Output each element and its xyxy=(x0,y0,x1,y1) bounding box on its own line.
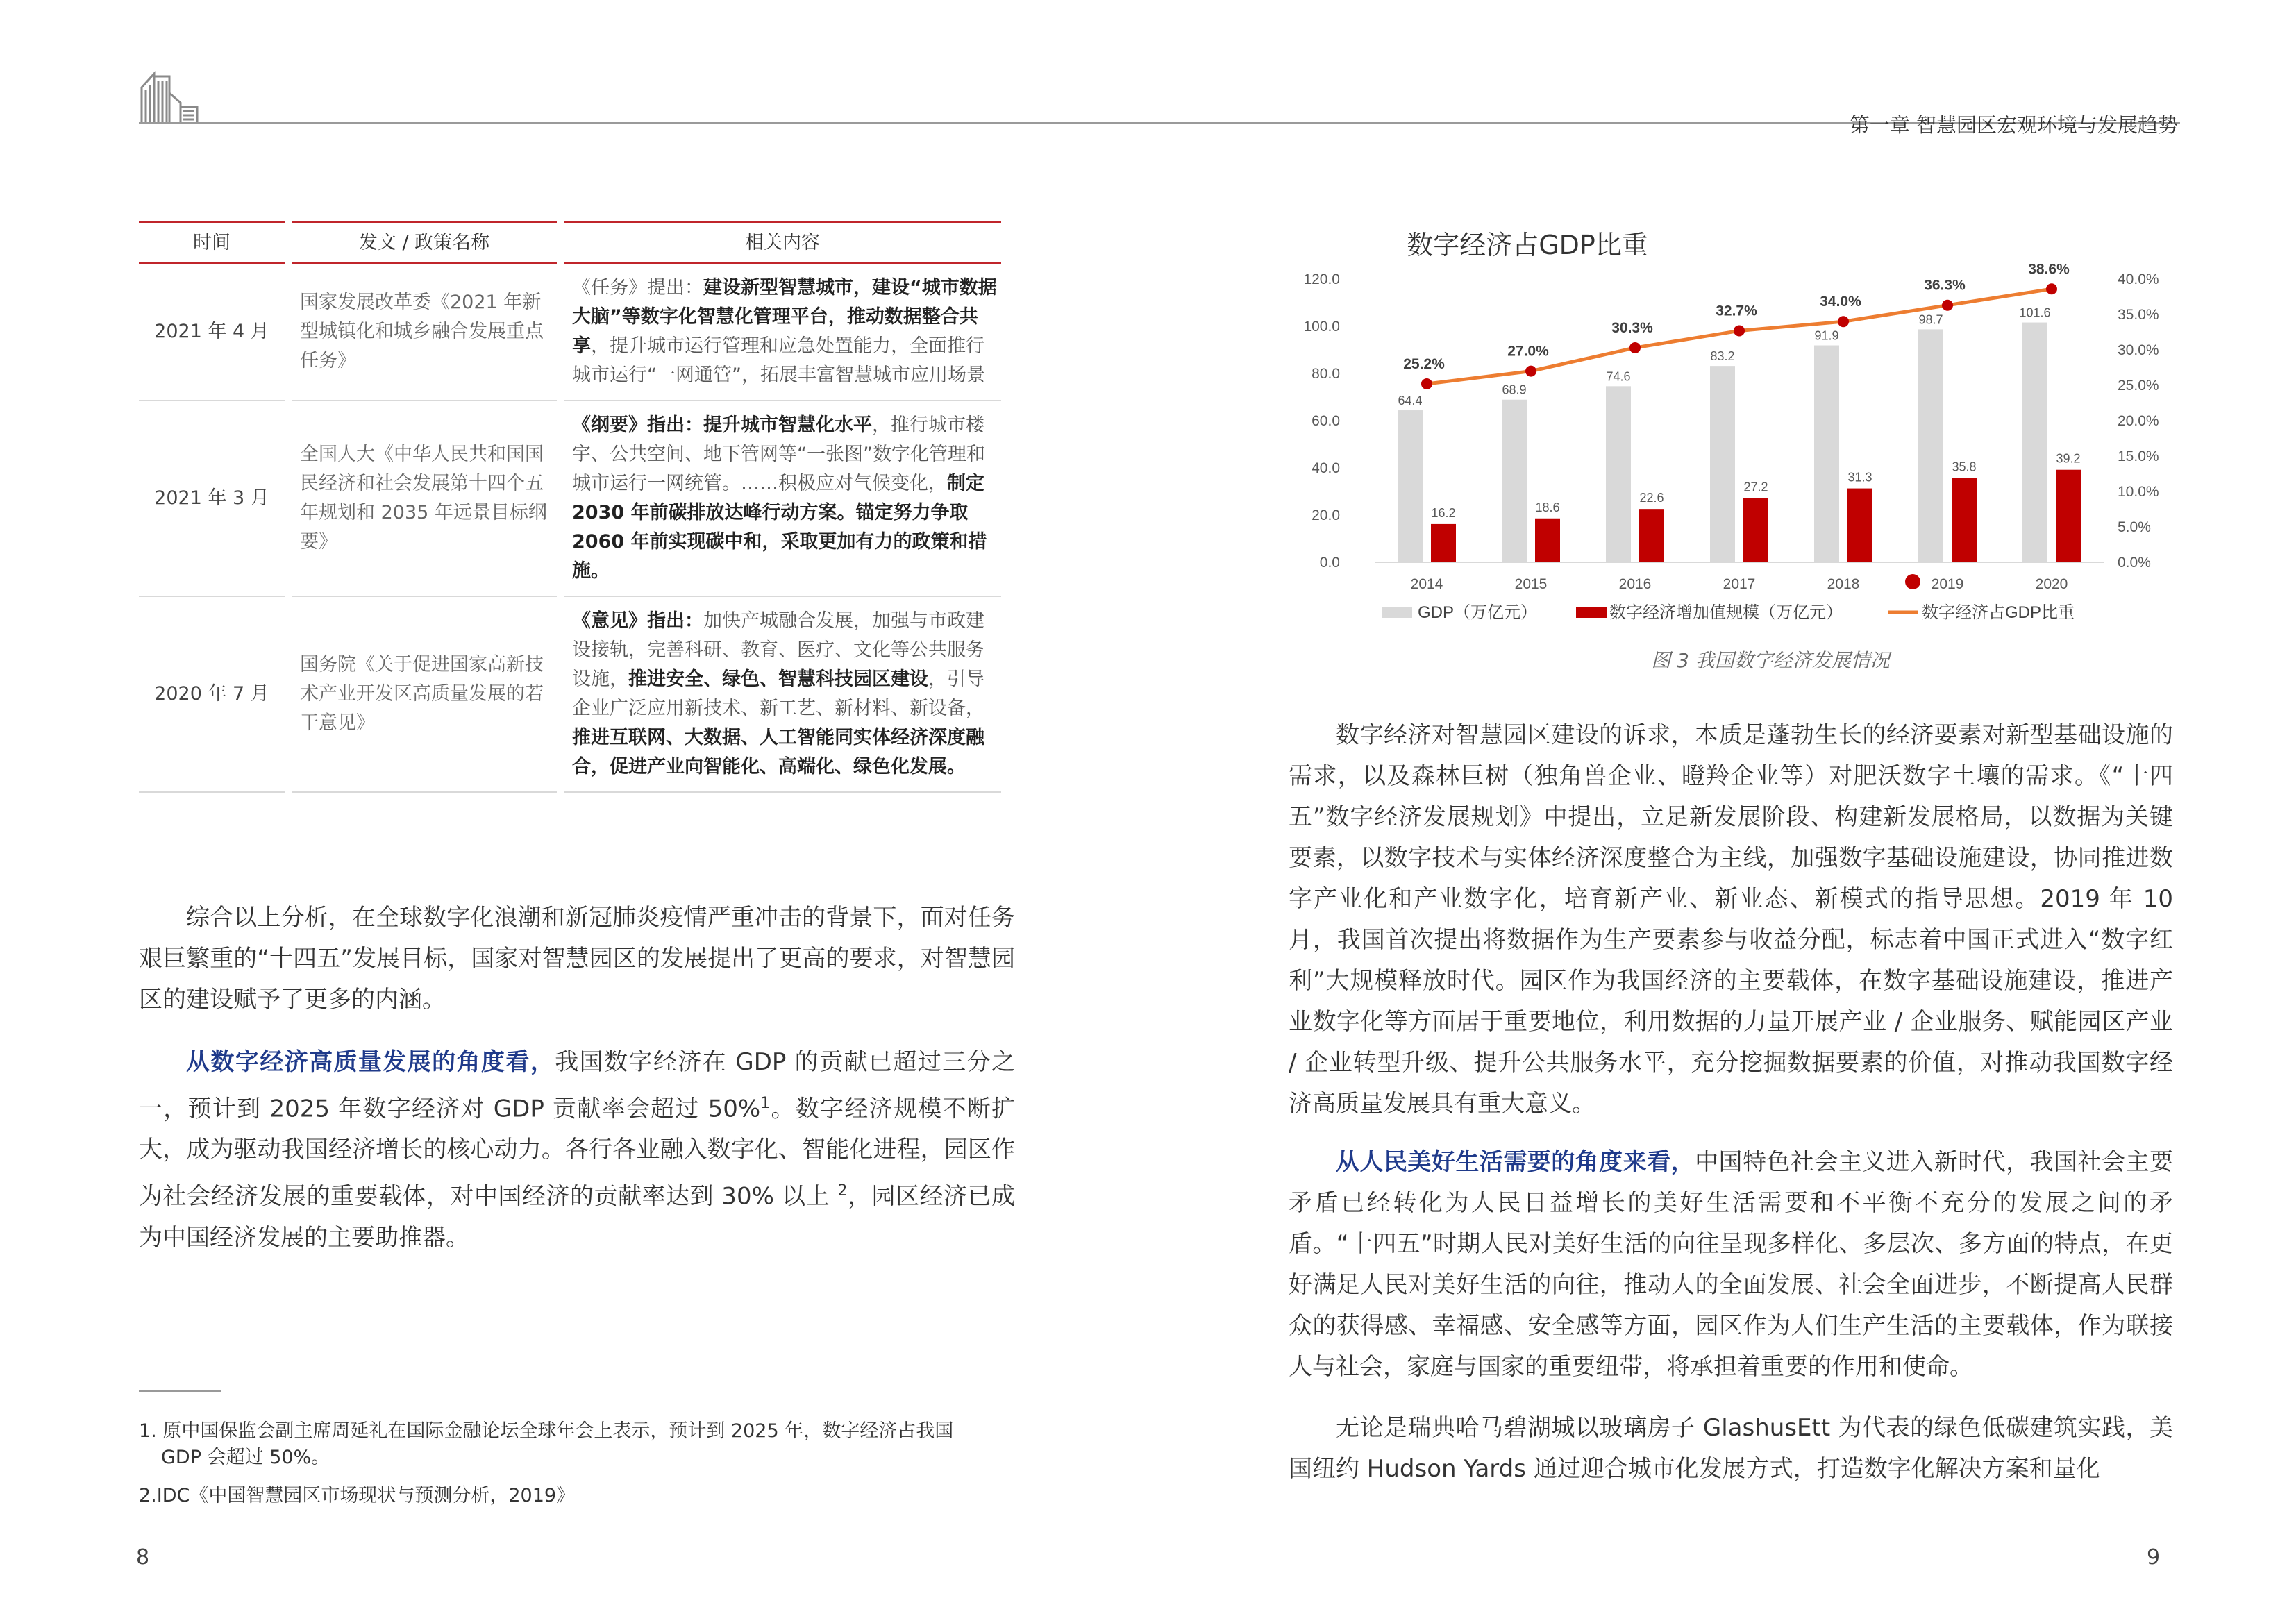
x-tick-label: 2020 xyxy=(2035,576,2068,592)
cell-content xyxy=(564,264,1001,401)
table-body xyxy=(139,264,1001,793)
text: 加快产城融合发展，加强与市政建设接轨，完善科研、教育、医疗、文化等公共服务设施， xyxy=(572,610,984,690)
ratio-data-label: 27.0% xyxy=(1507,343,1549,360)
chapter-title: 第一章 智慧园区宏观环境与发展趋势 xyxy=(1849,113,2178,137)
gdp-digital-economy-chart xyxy=(1284,264,2256,639)
y-left-tick-label: 120.0 xyxy=(1303,271,1340,287)
chart-caption: 图 3 我国数字经济发展情况 xyxy=(1651,649,1890,672)
ratio-data-label: 38.6% xyxy=(2028,264,2070,278)
y-left-tick-label: 60.0 xyxy=(1312,413,1340,429)
digital-economy-bar xyxy=(1743,498,1768,562)
ratio-point xyxy=(1421,378,1432,389)
gdp-bar xyxy=(1502,400,1527,562)
y-right-tick-label: 0.0% xyxy=(2118,555,2151,571)
ratio-data-label: 25.2% xyxy=(1403,355,1445,372)
digital-economy-data-label: 39.2 xyxy=(2056,451,2081,466)
y-right-tick-label: 5.0% xyxy=(2118,519,2151,535)
y-right-tick-label: 15.0% xyxy=(2118,448,2159,464)
cell-policy-name: 国家发展改革委《2021 年新型城镇化和城乡融合发展重点任务》 xyxy=(292,264,557,401)
page-number-right: 9 xyxy=(2147,1545,2161,1570)
examples-paragraph: 无论是瑞典哈马碧湖城以玻璃房子 GlashusEtt 为代表的绿色低碳建筑实践，美国纽约 Hudson Yards 通过迎合城市化发展方式，打造数字化解决方案和量化 xyxy=(1289,1414,2173,1483)
footnote-ref-1[interactable]: 1 xyxy=(760,1095,771,1112)
ratio-point xyxy=(1629,342,1641,353)
chart-title: 数字经济占GDP比重 xyxy=(1407,230,1648,260)
footnote-rule xyxy=(139,1390,221,1392)
ratio-point xyxy=(2046,283,2057,294)
text: 《任务》提出： xyxy=(572,277,703,298)
cell-policy-name: 全国人大《中华人民共和国国民经济和社会发展第十四个五年规划和 2035 年远景目标纲要》 xyxy=(292,401,557,597)
gdp-data-label: 74.6 xyxy=(1606,369,1631,384)
y-left-tick-label: 20.0 xyxy=(1312,507,1340,523)
cell-time: 2020 年 7 月 xyxy=(139,597,285,793)
digital-economy-paragraph xyxy=(139,1042,1015,1259)
gdp-bar xyxy=(2022,323,2047,562)
table-row xyxy=(139,597,1001,793)
ratio-point xyxy=(1838,316,1849,327)
legend-label-gdp: GDP（万亿元） xyxy=(1418,603,1538,622)
lead-phrase: 从数字经济高质量发展的角度看， xyxy=(186,1048,555,1076)
text: ，提升城市运行管理和应急处置能力，全面推行城市运行“一网通管”，拓展丰富智慧城市应用场景 xyxy=(572,335,985,386)
gdp-bar xyxy=(1918,329,1943,562)
analysis-paragraph: 综合以上分析，在全球数字化浪潮和新冠肺炎疫情严重冲击的背景下，面对任务艰巨繁重的“十四五”发展目标，国家对智慧园区的发展提出了更高的要求，对智慧园区的建设赋予了更多的内涵。 xyxy=(139,904,1015,1014)
ratio-data-label: 36.3% xyxy=(1924,277,1966,294)
legend-swatch-digital-economy xyxy=(1576,607,1607,618)
bold-text: 制定 2030 年前碳排放达峰行动方案。锚定努力争取 2060 年前实现碳中和，采取更加有力的政策和措施。 xyxy=(572,473,987,582)
column-header-policy-name: 发文 / 政策名称 xyxy=(292,221,557,264)
text: ，引导企业广泛应用新技术、新工艺、新材料、新设备， xyxy=(572,668,984,719)
gdp-bar xyxy=(1814,346,1839,562)
table-row xyxy=(139,264,1001,401)
cell-time: 2021 年 3 月 xyxy=(139,401,285,597)
digital-economy-demand-paragraph: 数字经济对智慧园区建设的诉求，本质是蓬勃生长的经济要素对新型基础设施的需求，以及森林巨树（独角兽企业、瞪羚企业等）对肥沃数字土壤的需求。《“十四五”数字经济发展规划》中提出，立足新发展阶段、构建新发展格局，以数据为关键要素，以数字技术与实体经济深度整合为主线，加强数字基础设施建设，协同推进数字产业化和产业数字化，培育新产业、新业态、新模式的指导思想。2019 年 10 月，我国首次提出将数据作为生产要素参与收益分配，标志着中国正式进入“数字红利”大规模释放时代。园区作为我国经济的主要载体，在数字基础设施建设，推进产业数字化等方面居于重要地位，利用数据的力量开展产业 / 企业服务、赋能园区产业 / 企业转型升级、提升公共服务水平，充分挖掘数据要素的价值，对推动我国数字经济高质量发展具有重大意义。 xyxy=(1289,721,2173,1118)
gdp-data-label: 83.2 xyxy=(1710,349,1735,364)
y-right-tick-label: 20.0% xyxy=(2118,413,2159,429)
gdp-bar xyxy=(1710,366,1735,562)
policy-table xyxy=(132,221,1008,793)
digital-economy-bar xyxy=(1535,519,1560,562)
text: ，推行城市楼宇、公共空间、地下管网等“一张图”数字化管理和城市运行一网统管。……积极应对气候变化， xyxy=(572,414,985,494)
digital-economy-data-label: 31.3 xyxy=(1847,470,1872,485)
y-left-tick-label: 100.0 xyxy=(1303,319,1340,335)
legend-label-digital-economy: 数字经济增加值规模（万亿元） xyxy=(1609,603,1843,622)
footnote-ref-2[interactable]: 2 xyxy=(837,1182,848,1200)
paragraph-text: 中国特色社会主义进入新时代，我国社会主要矛盾已经转化为人民日益增长的美好生活需要和不平衡不充分的发展之间的矛盾。“十四五”时期人民对美好生活的向往呈现多样化、多层次、多方面的特点，在更好满足人民对美好生活的向往，推动人的全面发展、社会全面进步，不断提高人民群众的获得感、幸福感、安全感等方面，园区作为人们生产生活的主要载体，作为联接人与社会，家庭与国家的重要纽带，将承担着重要的作用和使命。 xyxy=(1289,1148,2174,1381)
y-right-tick-label: 25.0% xyxy=(2118,378,2159,394)
ratio-point xyxy=(1942,300,1953,311)
gdp-data-label: 91.9 xyxy=(1814,328,1839,343)
x-tick-label: 2018 xyxy=(1827,576,1860,592)
digital-economy-data-label: 35.8 xyxy=(1952,460,1977,474)
better-life-paragraph xyxy=(1289,1142,2173,1388)
gdp-data-label: 68.9 xyxy=(1502,382,1527,397)
gdp-bar xyxy=(1606,386,1631,562)
cell-content xyxy=(564,597,1001,793)
gdp-data-label: 101.6 xyxy=(2019,305,2051,320)
lead-phrase: 从人民美好生活需要的角度来看， xyxy=(1336,1148,1695,1176)
cell-content xyxy=(564,401,1001,597)
y-left-tick-label: 80.0 xyxy=(1312,366,1340,382)
digital-economy-bar xyxy=(2056,470,2081,562)
bold-text: 推进安全、绿色、智慧科技园区建设 xyxy=(628,668,928,690)
column-header-content: 相关内容 xyxy=(564,221,1001,264)
x-tick-label: 2019 xyxy=(1931,576,1964,592)
y-right-tick-label: 35.0% xyxy=(2118,307,2159,323)
ratio-point xyxy=(1734,325,1745,336)
y-left-tick-label: 40.0 xyxy=(1312,460,1340,476)
paragraph-text: 。数字经济规模不断扩大，成为驱动我国经济增长的核心动力。各行各业融入数字化、智能化进程，园区作为社会经济发展的重要载体，对中国经济的贡献率达到 30% 以上 xyxy=(139,1095,1015,1211)
footnote-1 xyxy=(139,1418,1015,1471)
ratio-data-label: 30.3% xyxy=(1611,319,1653,336)
digital-economy-data-label: 22.6 xyxy=(1639,491,1664,505)
buildings-logo-icon xyxy=(139,67,201,128)
stray-marker xyxy=(1905,574,1920,589)
digital-economy-data-label: 18.6 xyxy=(1535,500,1560,514)
digital-economy-bar xyxy=(1639,509,1664,562)
cell-time: 2021 年 4 月 xyxy=(139,264,285,401)
footnote-1-line-2: GDP 会超过 50%。 xyxy=(161,1447,330,1468)
table-row xyxy=(139,401,1001,597)
column-header-time: 时间 xyxy=(139,221,285,264)
y-right-tick-label: 40.0% xyxy=(2118,271,2159,287)
page-number-left: 8 xyxy=(136,1545,150,1570)
bold-text: 建设新型智慧城市，建设“城市数据大脑”等数字化智慧化管理平台，推动数据整合共享 xyxy=(572,277,997,357)
digital-economy-data-label: 27.2 xyxy=(1743,480,1768,494)
x-tick-label: 2017 xyxy=(1723,576,1756,592)
digital-economy-data-label: 16.2 xyxy=(1431,505,1456,520)
footnote-2: 2.IDC《中国智慧园区市场现状与预测分析，2019》 xyxy=(139,1485,576,1506)
ratio-data-label: 34.0% xyxy=(1820,294,1861,310)
x-tick-label: 2014 xyxy=(1410,576,1443,592)
digital-economy-bar xyxy=(1952,478,1977,562)
legend-label-ratio: 数字经济占GDP比重 xyxy=(1922,603,2075,622)
y-left-tick-label: 0.0 xyxy=(1319,555,1340,571)
footnote-1-line-1: 1. 原中国保监会副主席周延礼在国际金融论坛全球年会上表示，预计到 2025 年，数字经济占我国 xyxy=(139,1420,954,1442)
bold-text: 《纲要》指出：提升城市智慧化水平 xyxy=(572,414,872,436)
y-right-tick-label: 30.0% xyxy=(2118,342,2159,358)
x-tick-label: 2015 xyxy=(1514,576,1548,592)
table-header-row xyxy=(139,221,1001,264)
digital-economy-bar xyxy=(1431,524,1456,562)
cell-policy-name: 国务院《关于促进国家高新技术产业开发区高质量发展的若干意见》 xyxy=(292,597,557,793)
bold-text: 推进互联网、大数据、人工智能同实体经济深度融合，促进产业向智能化、高端化、绿色化发展。 xyxy=(572,727,984,777)
paragraph-text: 我国数字经济在 GDP 的贡献已超过三分之一，预计到 2025 年数字经济对 GDP 贡献率会超过 50% xyxy=(139,1048,1015,1123)
gdp-data-label: 64.4 xyxy=(1398,394,1423,408)
ratio-data-label: 32.7% xyxy=(1716,303,1757,319)
x-tick-label: 2016 xyxy=(1618,576,1652,592)
legend-swatch-gdp xyxy=(1382,607,1412,618)
gdp-data-label: 98.7 xyxy=(1918,312,1943,327)
ratio-point xyxy=(1525,366,1536,377)
digital-economy-bar xyxy=(1847,489,1872,562)
paragraph-text: ，园区经济已成为中国经济发展的主要助推器。 xyxy=(139,1182,1015,1252)
bold-text: 《意见》指出： xyxy=(572,610,703,632)
y-right-tick-label: 10.0% xyxy=(2118,484,2159,500)
gdp-bar xyxy=(1398,410,1423,562)
